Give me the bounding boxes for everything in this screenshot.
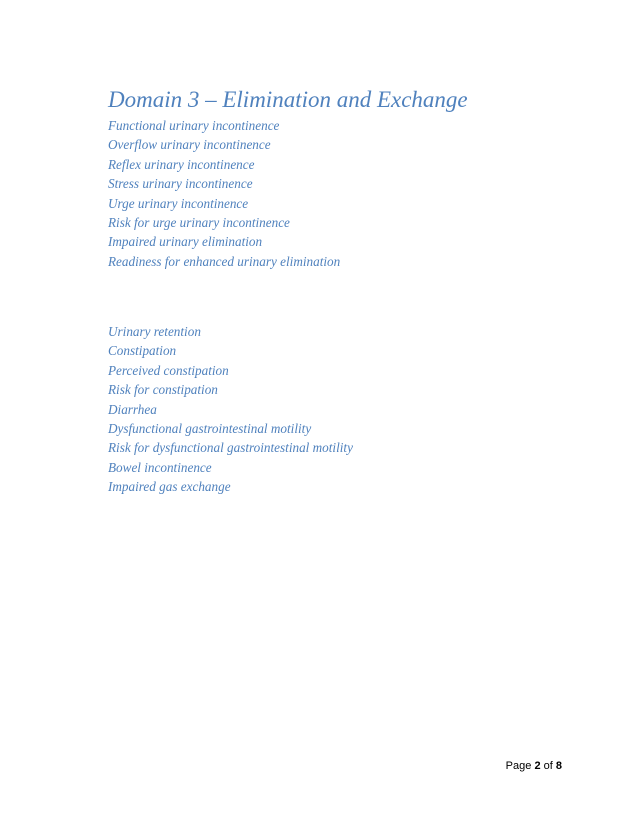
list-item: Overflow urinary incontinence [108,137,271,153]
of-label: of [543,760,553,772]
urinary-diagnoses-list [108,116,340,271]
list-item: Risk for dysfunctional gastrointestinal motility [108,440,353,456]
list-item: Bowel incontinence [108,459,212,475]
list-item: Urinary retention [108,324,201,339]
list-item: Constipation [108,343,177,359]
list-item: Risk for constipation [108,382,218,398]
list-item: Impaired urinary elimination [108,234,263,250]
list-item: Perceived constipation [108,362,229,378]
list-item: Functional urinary incontinence [108,118,280,133]
list-item: Urge urinary incontinence [108,195,249,211]
list-item: Risk for urge urinary incontinence [108,215,290,231]
current-page-number: 2 [534,760,541,772]
list-item: Readiness for enhanced urinary elimination [108,253,341,269]
list-item: Dysfunctional gastrointestinal motility [108,421,312,437]
list-item: Impaired gas exchange [108,479,231,495]
total-pages-number: 8 [555,760,562,772]
list-item: Reflex urinary incontinence [108,156,255,172]
elimination-diagnoses-list [108,322,353,497]
domain-heading: Domain 3 – Elimination and Exchange [108,87,468,112]
list-item: Stress urinary incontinence [108,176,253,192]
list-item: Diarrhea [108,401,157,417]
page-number-footer [506,760,562,772]
page-label: Page [505,760,532,772]
